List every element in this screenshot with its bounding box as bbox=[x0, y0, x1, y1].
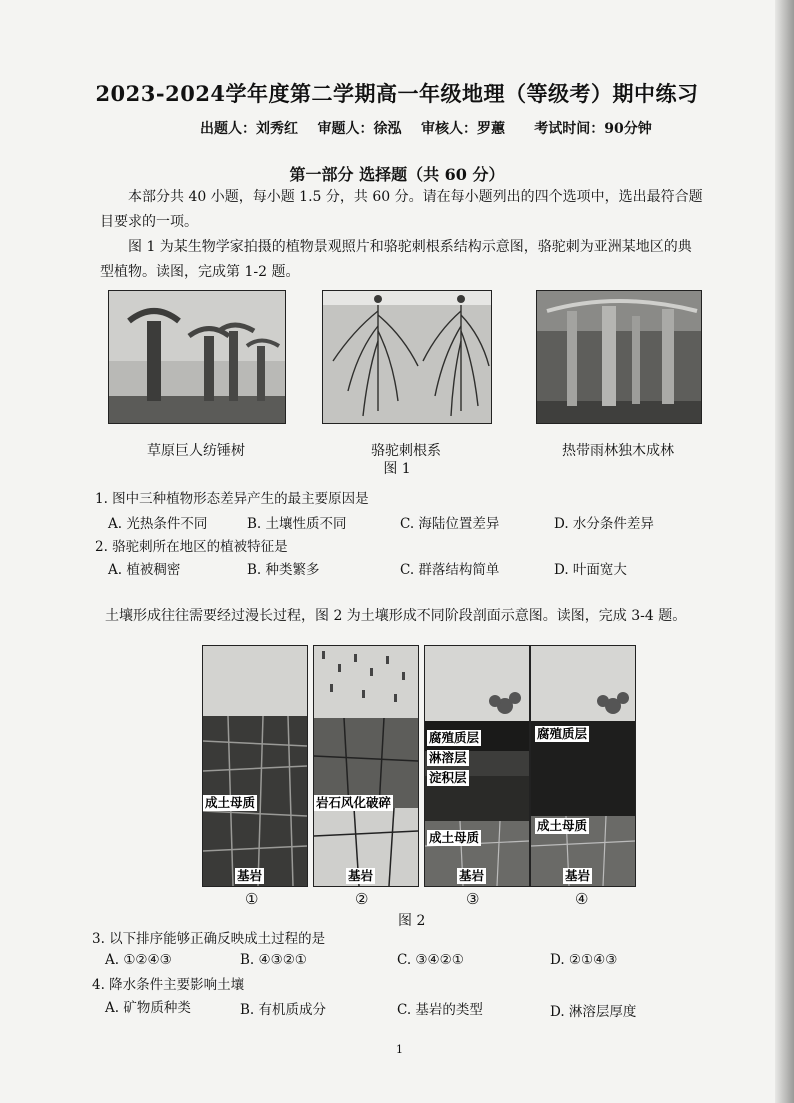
soil-profile-4-label-humus: 腐殖质层 bbox=[537, 726, 588, 741]
section-intro-line2: 目要求的一项。 bbox=[100, 214, 198, 230]
section-intro-line1: 本部分共 40 小题，每小题 1.5 分，共 60 分。请在每小题列出的四个选项中，选出最符合题 bbox=[128, 189, 703, 205]
soil-profile-3-label-illuvial: 淀积层 bbox=[429, 770, 467, 785]
question-1-option-d: D. 水分条件差异 bbox=[554, 516, 654, 532]
soil-profile-3-label-parent-material: 成土母质 bbox=[429, 830, 480, 845]
question-3-option-d: D. ②①④③ bbox=[550, 952, 618, 968]
question-4-option-a: A. 矿物质种类 bbox=[105, 1000, 191, 1016]
question-3-stem: 3. 以下排序能够正确反映成土过程的是 bbox=[92, 931, 326, 947]
fig1-caption-baobab: 草原巨人纺锤树 bbox=[147, 443, 245, 459]
question-2-option-a: A. 植被稠密 bbox=[108, 562, 181, 578]
fig1-caption-camelthorn: 骆驼刺根系 bbox=[371, 443, 441, 459]
exam-title: 2023-2024学年度第二学期高一年级地理（等级考）期中练习 bbox=[95, 81, 699, 106]
soil-profile-3-label-eluvial: 淋溶层 bbox=[429, 750, 467, 765]
question-1-option-b: B. 土壤性质不同 bbox=[247, 516, 347, 532]
soil-profile-4-bedrock-label: 基岩 bbox=[565, 868, 591, 883]
question-1-stem: 1. 图中三种植物形态差异产生的最主要原因是 bbox=[95, 491, 369, 507]
soil-profile-4 bbox=[530, 645, 636, 887]
page-number: 1 bbox=[396, 1043, 403, 1056]
fig2-description: 土壤形成往往需要经过漫长过程，图 2 为土壤形成不同阶段剖面示意图。读图，完成 3-4 题。 bbox=[105, 608, 687, 624]
fig1-caption-banyan: 热带雨林独木成林 bbox=[562, 443, 674, 459]
question-4-option-c: C. 基岩的类型 bbox=[397, 1002, 483, 1018]
soil-profile-2 bbox=[313, 645, 419, 887]
soil-profile-2-bedrock-label: 基岩 bbox=[348, 868, 374, 883]
fig1-description-line2: 型植物。读图，完成第 1-2 题。 bbox=[100, 264, 300, 280]
soil-profile-1-bedrock-label: 基岩 bbox=[237, 868, 263, 883]
question-2-option-c: C. 群落结构简单 bbox=[400, 562, 500, 578]
question-2-stem: 2. 骆驼刺所在地区的植被特征是 bbox=[95, 539, 288, 555]
question-1-option-c: C. 海陆位置差异 bbox=[400, 516, 500, 532]
fig1-diagram-camelthorn-roots bbox=[322, 290, 492, 424]
soil-profile-1-number: ① bbox=[245, 890, 259, 908]
soil-profile-3 bbox=[424, 645, 530, 887]
soil-profile-2-number: ② bbox=[355, 890, 369, 908]
fig1-photo-baobab bbox=[108, 290, 286, 424]
question-3-option-c: C. ③④②① bbox=[397, 952, 464, 968]
exam-meta: 出题人：刘秀红 审题人：徐泓 审核人：罗蕙 考试时间：90分钟 bbox=[200, 121, 652, 137]
soil-profile-2-label-weathered-rock: 岩石风化破碎 bbox=[316, 795, 392, 810]
soil-profile-3-bedrock-label: 基岩 bbox=[459, 868, 485, 883]
question-3-option-a: A. ①②④③ bbox=[105, 952, 172, 968]
question-4-option-b: B. 有机质成分 bbox=[240, 1002, 327, 1018]
soil-profile-1-label-parent-material: 成土母质 bbox=[205, 795, 256, 810]
question-3-option-b: B. ④③②① bbox=[240, 952, 307, 968]
soil-profile-1 bbox=[202, 645, 308, 887]
soil-profile-4-number: ④ bbox=[575, 890, 589, 908]
fig1-photo-banyan bbox=[536, 290, 702, 424]
question-4-option-d: D. 淋溶层厚度 bbox=[550, 1004, 637, 1020]
question-4-stem: 4. 降水条件主要影响土壤 bbox=[92, 977, 245, 993]
soil-profile-3-number: ③ bbox=[466, 890, 480, 908]
fig1-label: 图 1 bbox=[383, 461, 411, 477]
question-2-option-d: D. 叶面宽大 bbox=[554, 562, 627, 578]
question-1-option-a: A. 光热条件不同 bbox=[108, 516, 208, 532]
soil-profile-3-label-humus: 腐殖质层 bbox=[429, 730, 480, 745]
fig1-description-line1: 图 1 为某生物学家拍摄的植物景观照片和骆驼刺根系结构示意图，骆驼刺为亚洲某地区的典 bbox=[128, 239, 692, 255]
fig2-label: 图 2 bbox=[398, 913, 426, 929]
question-2-option-b: B. 种类繁多 bbox=[247, 562, 320, 578]
soil-profile-4-label-parent-material: 成土母质 bbox=[537, 818, 588, 833]
section-title: 第一部分 选择题（共 60 分） bbox=[289, 165, 505, 184]
